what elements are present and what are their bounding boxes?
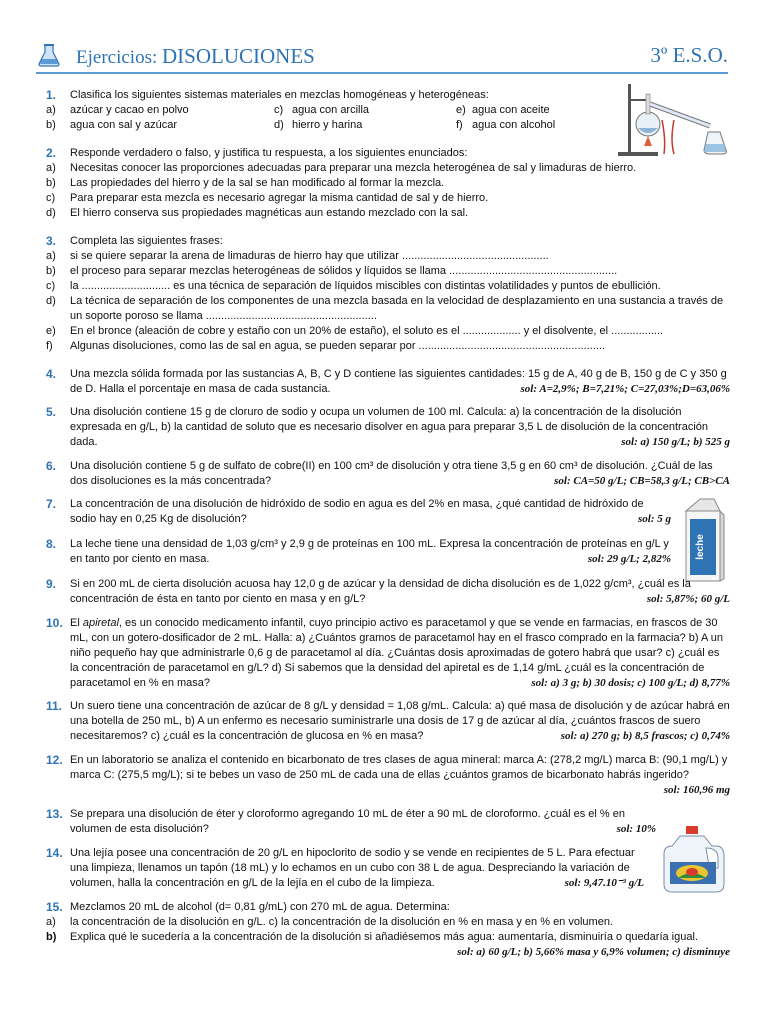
exercise-number: 2. xyxy=(46,146,57,160)
solution-text: sol: 9,47.10⁻³ g/L xyxy=(564,877,644,889)
sentence-item xyxy=(46,294,730,324)
statement-item xyxy=(46,176,706,191)
exercise-statement: Mezclamos 20 mL de alcohol (d= 0,81 g/mL) con 270 mL de agua. Determina: xyxy=(70,901,450,913)
exercise-13 xyxy=(46,807,656,837)
sentence-item xyxy=(46,264,730,279)
exercise-number: 12. xyxy=(46,753,63,767)
title-topic: DISOLUCIONES xyxy=(162,44,315,68)
option-label: d) xyxy=(274,119,284,131)
exercise-number: 15. xyxy=(46,900,63,914)
exercise-3 xyxy=(46,234,730,354)
solution-text: sol: 160,96 mg xyxy=(663,784,730,796)
item-text: En el bronce (aleación de cobre y estaño con un 20% de estaño), el soluto es el ................... y el disolvente, el ................. xyxy=(70,325,664,337)
exercise-statement: Una disolución contiene 15 g de cloruro de sodio y ocupa un volumen de 100 ml. Calcula: a) la concentración de la disolución expresada en g/L, b) la cantidad de soluto que es necesario disolver en agua para preparar 3,5 L de disolución de la concentración dada. xyxy=(70,406,709,448)
statement-item xyxy=(46,161,706,176)
exercise-statement: , es un conocido medicamento infantil, cuyo principio activo es paracetamol y que se vende en farmacias, en frascos de 30 mL, con un gotero-dosificador de 2 mL. Halla: a) ¿Cuántos gramos de paracetamol hay en el frasco comprado en la farmacia? b) A un niño pequeño hay que administrarle 0,6 g de paracetamol al día. ¿Cuántas dosis aproximadas de gotero habrá que usar? c) ¿cuál es la concentración de paracetamol en g/L? d) Si sabemos que la densidad del apiretal es de 1,14 g/mL ¿cuál es la concentración de paracetamol en % en masa? xyxy=(70,617,724,689)
option-text: azúcar y cacao en polvo xyxy=(70,104,189,116)
item-label: b) xyxy=(46,265,56,277)
item-label: c) xyxy=(46,192,56,204)
option-label: c) xyxy=(274,104,284,116)
carton-label: leche xyxy=(695,534,706,560)
milk-carton-image xyxy=(680,497,726,583)
solution-text: sol: 29 g/L; 2,82% xyxy=(587,553,671,565)
solution-text: sol: 10% xyxy=(616,823,656,835)
exercise-statement: Una disolución contiene 5 g de sulfato de cobre(II) en 100 cm³ de disolución y otra tiene 3,5 g en 60 cm³ de disolución. ¿Cuál de las dos disoluciones es la más concentrada? xyxy=(70,460,713,487)
statement-prefix: El xyxy=(70,617,83,629)
solution-text: sol: A=2,9%; B=7,21%; C=27,03%;D=63,06% xyxy=(520,383,730,395)
exercise-statement: La leche tiene una densidad de 1,03 g/cm³ y 2,9 g de proteínas en 100 mL. Expresa la concentración de proteínas en g/L y en tanto por ciento en masa. xyxy=(70,538,669,565)
item-label: a) xyxy=(46,916,56,928)
page-header xyxy=(36,40,728,74)
option-label: e) xyxy=(456,104,466,116)
exercise-number: 14. xyxy=(46,846,63,860)
exercise-10 xyxy=(46,616,730,691)
item-label: b) xyxy=(46,177,56,189)
item-label: a) xyxy=(46,162,56,174)
exercise-statement: Una mezcla sólida formada por las sustancias A, B, C y D contiene las siguientes cantidades: 15 g de A, 40 g de B, 150 g de C y 350 g de D. Halla el porcentaje en masa de cada sustancia. xyxy=(70,368,727,395)
exercise-5 xyxy=(46,405,730,450)
option-text: agua con aceite xyxy=(472,104,550,116)
exercise-statement: Completa las siguientes frases: xyxy=(70,235,223,247)
exercise-statement: Responde verdadero o falso, y justifica tu respuesta, a los siguientes enunciados: xyxy=(70,147,468,159)
item-text: La técnica de separación de los componentes de una mezcla basada en la velocidad de desplazamiento en una sustancia a través de un soporte poroso se llama ........................................................ xyxy=(70,295,724,322)
option-text: hierro y harina xyxy=(292,119,363,131)
item-label: d) xyxy=(46,295,56,307)
exercise-number: 11. xyxy=(46,699,63,713)
bleach-bottle-image xyxy=(658,824,730,894)
exercise-number: 1. xyxy=(46,88,57,102)
title-label: Ejercicios: xyxy=(76,47,162,68)
option-label: f) xyxy=(456,119,463,131)
question-item xyxy=(46,930,730,958)
item-label: c) xyxy=(46,280,56,292)
exercise-statement: Un suero tiene una concentración de azúcar de 8 g/L y densidad = 1,08 g/mL. Calcula: a) qué masa de disolución y de azúcar habrá en una botella de 250 mL, b) A un enfermo es necesario suministrarle una dosis de 17 g de azúcar al día, ¿cuántos frascos de suero necesitaremos? c) ¿cuál es la concentración de glucosa en % en masa? xyxy=(70,700,730,742)
exercise-9 xyxy=(46,577,730,607)
exercise-14 xyxy=(46,846,644,891)
option-text: agua con sal y azúcar xyxy=(70,119,178,131)
item-label: d) xyxy=(46,207,56,219)
exercise-statement: La concentración de una disolución de hidróxido de sodio en agua es del 2% en masa, ¿qué cantidad de hidróxido de sodio hay en 0,25 Kg de disolución? xyxy=(70,498,644,525)
item-text: Las propiedades del hierro y de la sal se han modificado al formar la mezcla. xyxy=(70,177,445,189)
lab-flask-icon xyxy=(36,42,62,68)
option-text: agua con arcilla xyxy=(292,104,370,116)
options-row xyxy=(46,103,730,118)
exercise-7 xyxy=(46,497,671,527)
exercise-1 xyxy=(46,88,730,133)
exercise-2 xyxy=(46,146,706,221)
exercise-statement: En un laboratorio se analiza el contenido en bicarbonato de tres clases de agua mineral: marca A: (278,2 mg/L) marca B: (90,1 mg/L) y marca C: (275,5 mg/L); si te bebes un vaso de 250 mL de cada una de ellas ¿cuántos gramos de bicarbonato habrás ingerido? xyxy=(70,754,728,781)
exercise-15 xyxy=(46,900,730,960)
exercise-statement: Se prepara una disolución de éter y cloroformo agregando 10 mL de éter a 90 mL de cloroformo. ¿cuál es el % en volumen de esta disolución? xyxy=(70,808,626,835)
item-label: e) xyxy=(46,325,56,337)
option-label: a) xyxy=(46,104,56,116)
item-label: a) xyxy=(46,250,56,262)
item-label: f) xyxy=(46,340,53,352)
item-text: el proceso para separar mezclas heterogéneas de sólidos y líquidos se llama ....................................................... xyxy=(70,265,618,277)
item-text: Para preparar esta mezcla es necesario agregar la misma cantidad de sal y de hierro. xyxy=(70,192,489,204)
sentence-item xyxy=(46,339,730,354)
solution-text: sol: a) 3 g; b) 30 dosis; c) 100 g/L; d) 8,77% xyxy=(531,677,730,689)
sentence-item xyxy=(46,279,730,294)
solution-text: sol: a) 270 g; b) 8,5 frascos; c) 0,74% xyxy=(560,730,730,742)
exercise-number: 4. xyxy=(46,367,57,381)
statement-item xyxy=(46,206,706,221)
solution-text: sol: 5,87%; 60 g/L xyxy=(646,593,730,605)
sentence-item xyxy=(46,249,730,264)
exercise-number: 9. xyxy=(46,577,57,591)
item-text: la concentración de la disolución en g/L. c) la concentración de la disolución en % en masa y en % en volumen. xyxy=(70,916,613,928)
exercise-statement: Si en 200 mL de cierta disolución acuosa hay 12,0 g de azúcar y la densidad de dicha disolución es de 1,022 g/cm³, ¿cuál es la concentración de ésta en tanto por ciento en masa y en g/L? xyxy=(70,578,691,605)
exercise-number: 10. xyxy=(46,616,63,630)
question-item xyxy=(46,915,730,930)
option-label: b) xyxy=(46,119,56,131)
item-text: Algunas disoluciones, como las de sal en agua, se pueden separar por ............................................................. xyxy=(70,340,605,352)
product-name: apiretal xyxy=(82,617,119,629)
exercise-12 xyxy=(46,753,730,798)
exercise-number: 5. xyxy=(46,405,57,419)
exercise-statement: Una lejía posee una concentración de 20 g/L en hipoclorito de sodio y se vende en recipientes de 5 L. Para efectuar una limpieza, llenamos un tapón (18 mL) y lo echamos en un cubo con 38 L de agua. Despreciando la variación de volumen, halla la concentración en g/L de la lejía en el cubo de la limpieza. xyxy=(70,847,635,889)
item-text: Explica qué le sucedería a la concentración de la disolución si añadiésemos más agua: aumentaría, disminuiría o quedaría igual. xyxy=(70,931,698,943)
option-text: agua con alcohol xyxy=(472,119,556,131)
item-text: El hierro conserva sus propiedades magnéticas aun estando mezclado con la sal. xyxy=(70,207,469,219)
solution-text: sol: a) 60 g/L; b) 5,66% masa y 6,9% volumen; c) disminuye xyxy=(457,946,730,958)
solution-text: sol: a) 150 g/L; b) 525 g xyxy=(621,436,730,448)
page-title xyxy=(76,44,315,69)
exercise-4 xyxy=(46,367,730,397)
exercise-number: 3. xyxy=(46,234,57,248)
exercise-number: 13. xyxy=(46,807,63,821)
exercise-11 xyxy=(46,699,730,744)
course-level: 3º E.S.O. xyxy=(650,43,728,67)
exercise-6 xyxy=(46,459,730,489)
item-text: la ............................. es una técnica de separación de líquidos miscibles con distintas volatilidades y puntos de ebullición. xyxy=(70,280,661,292)
exercise-number: 7. xyxy=(46,497,57,511)
exercise-number: 8. xyxy=(46,537,57,551)
statement-item xyxy=(46,191,706,206)
item-text: Necesitas conocer las proporciones adecuadas para preparar una mezcla heterogénea de sal y limaduras de hierro. xyxy=(70,162,637,174)
exercise-number: 6. xyxy=(46,459,57,473)
item-label: b) xyxy=(46,931,57,943)
exercise-statement: Clasifica los siguientes sistemas materiales en mezclas homogéneas y heterogéneas: xyxy=(70,89,489,101)
item-text: si se quiere separar la arena de limaduras de hierro hay que utilizar ................................................ xyxy=(70,250,549,262)
solution-text: sol: 5 g xyxy=(638,513,671,525)
solution-text: sol: CA=50 g/L; CB=58,3 g/L; CB>CA xyxy=(554,475,730,487)
sentence-item xyxy=(46,324,730,339)
exercise-8 xyxy=(46,537,671,567)
options-row xyxy=(46,118,730,133)
